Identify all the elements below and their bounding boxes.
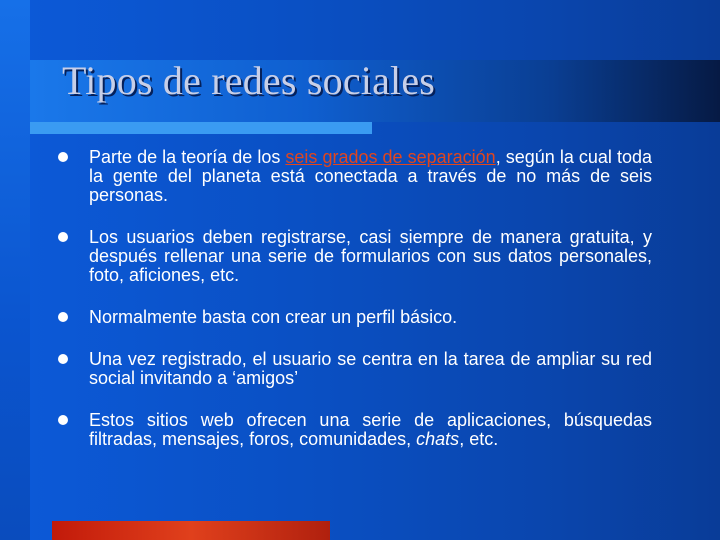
left-decorative-band xyxy=(0,0,30,540)
bullet-text xyxy=(89,411,652,449)
bullet-text-part: Estos sitios web ofrecen una serie de aplicaciones, búsquedas filtradas, mensajes, foros, comunidades, xyxy=(89,410,652,449)
bullet-dot-icon xyxy=(58,232,68,242)
bullet-list xyxy=(58,148,652,472)
bullet-item-4 xyxy=(58,350,652,388)
slide-title: Tipos de redes sociales xyxy=(62,58,436,103)
bullet-text-part: Parte de la teoría de los xyxy=(89,147,286,167)
seis-grados-link[interactable]: seis grados de separación xyxy=(285,147,496,167)
bullet-dot-icon xyxy=(58,152,68,162)
bullet-text: Una vez registrado, el usuario se centra en la tarea de ampliar su red social invitando a ‘amigos’ xyxy=(89,349,652,388)
bullet-dot-icon xyxy=(58,354,68,364)
bullet-dot-icon xyxy=(58,415,68,425)
bullet-item-5 xyxy=(58,411,652,449)
bullet-dot-icon xyxy=(58,312,68,322)
title-accent-bar xyxy=(30,122,372,134)
bullet-text xyxy=(89,148,652,205)
bullet-text: Los usuarios deben registrarse, casi siempre de manera gratuita, y después rellenar una serie de formularios con sus datos personales, foto, aficiones, etc. xyxy=(89,227,652,285)
bullet-item-1 xyxy=(58,148,652,205)
bullet-text: Normalmente basta con crear un perfil básico. xyxy=(89,307,458,327)
bottom-accent-bar xyxy=(52,521,330,540)
bullet-text-part: , etc. xyxy=(459,429,499,449)
bullet-item-3 xyxy=(58,308,652,327)
chats-emphasis: chats xyxy=(416,429,460,449)
bullet-item-2 xyxy=(58,228,652,285)
bullet-text-part: , según la cual toda la gente del planeta está conectada a través de no más de seis personas. xyxy=(89,147,652,205)
